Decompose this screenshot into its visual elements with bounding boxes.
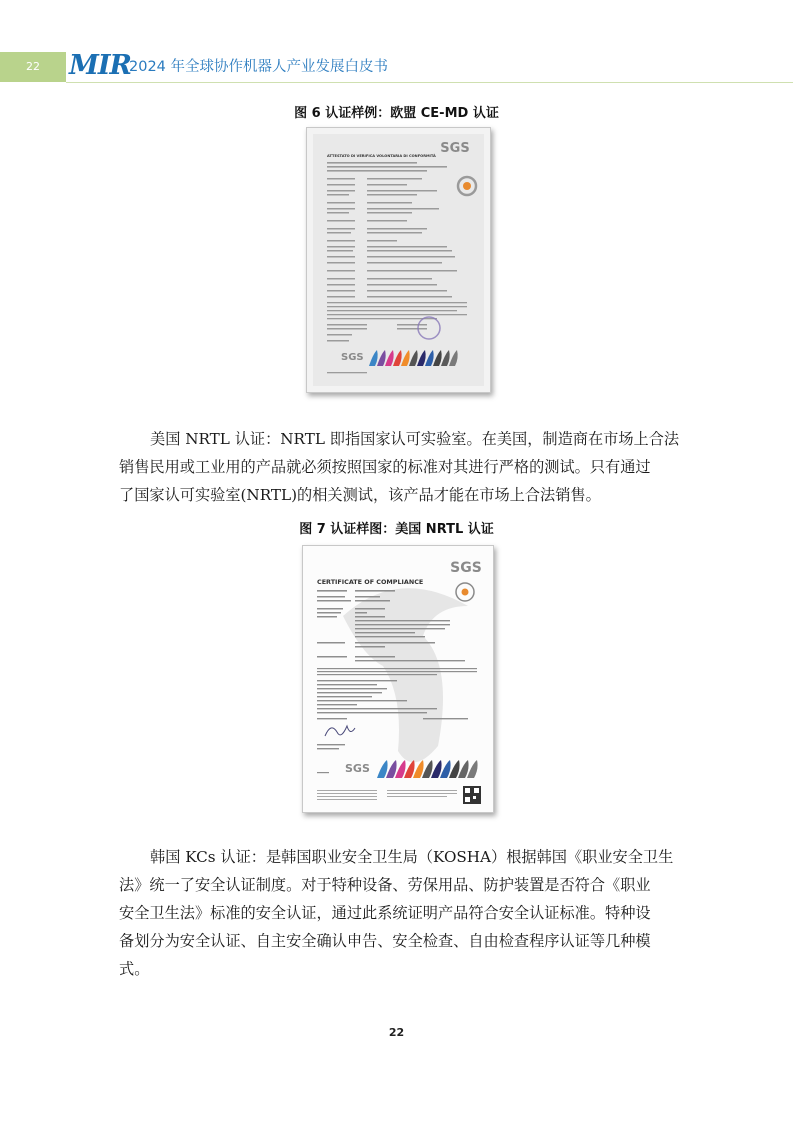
- paragraph-line: 韩国 KCs 认证：是韩国职业安全卫生局（KOSHA）根据韩国《职业安全卫生: [150, 848, 674, 866]
- paragraph-kcs: [119, 843, 675, 983]
- footer-page-number: 22: [388, 1026, 405, 1039]
- paragraph-line: 式。: [119, 960, 150, 978]
- figure7-certificate-image: [302, 545, 494, 813]
- paragraph-nrtl: [119, 425, 680, 509]
- paragraph-line: 安全卫生法》标准的安全认证，通过此系统证明产品符合安全认证标准。特种设: [119, 904, 651, 922]
- header-divider: [66, 82, 793, 83]
- mir-logo: [69, 50, 131, 82]
- svg-text:SGS: SGS: [341, 352, 364, 363]
- figure6-certificate-image: [306, 127, 491, 393]
- paragraph-line: 法》统一了安全认证制度。对于特种设备、劳保用品、防护装置是否符合《职业: [119, 876, 651, 894]
- svg-text:SGS: SGS: [345, 762, 370, 775]
- figure7-caption: 图 7 认证样图：美国 NRTL 认证: [299, 522, 494, 537]
- paragraph-line: 备划分为安全认证、自主安全确认申告、安全检查、自由检查程序认证等几种模: [119, 932, 651, 950]
- figure7-cert-heading: CERTIFICATE OF COMPLIANCE: [317, 578, 424, 586]
- mir-logo-text: MIR: [69, 50, 131, 81]
- figure6-sgs-brand: SGS: [440, 141, 470, 156]
- header-title: 2024 年全球协作机器人产业发展白皮书: [129, 59, 389, 75]
- figure6-caption: 图 6 认证样例：欧盟 CE-MD 认证: [294, 106, 499, 121]
- figure7-sgs-brand: SGS: [450, 560, 482, 576]
- header-page-number: 22: [26, 60, 40, 73]
- paragraph-line: 销售民用或工业用的产品就必须按照国家的标准对其进行严格的测试。只有通过: [119, 458, 651, 476]
- paragraph-line: 美国 NRTL 认证：NRTL 即指国家认可实验室。在美国，制造商在市场上合法: [150, 430, 680, 448]
- paragraph-line: 了国家认可实验室(NRTL)的相关测试，该产品才能在市场上合法销售。: [119, 486, 601, 504]
- figure6-cert-heading: ATTESTATO DI VERIFICA VOLONTARIA DI CONFORMITÀ: [327, 154, 436, 158]
